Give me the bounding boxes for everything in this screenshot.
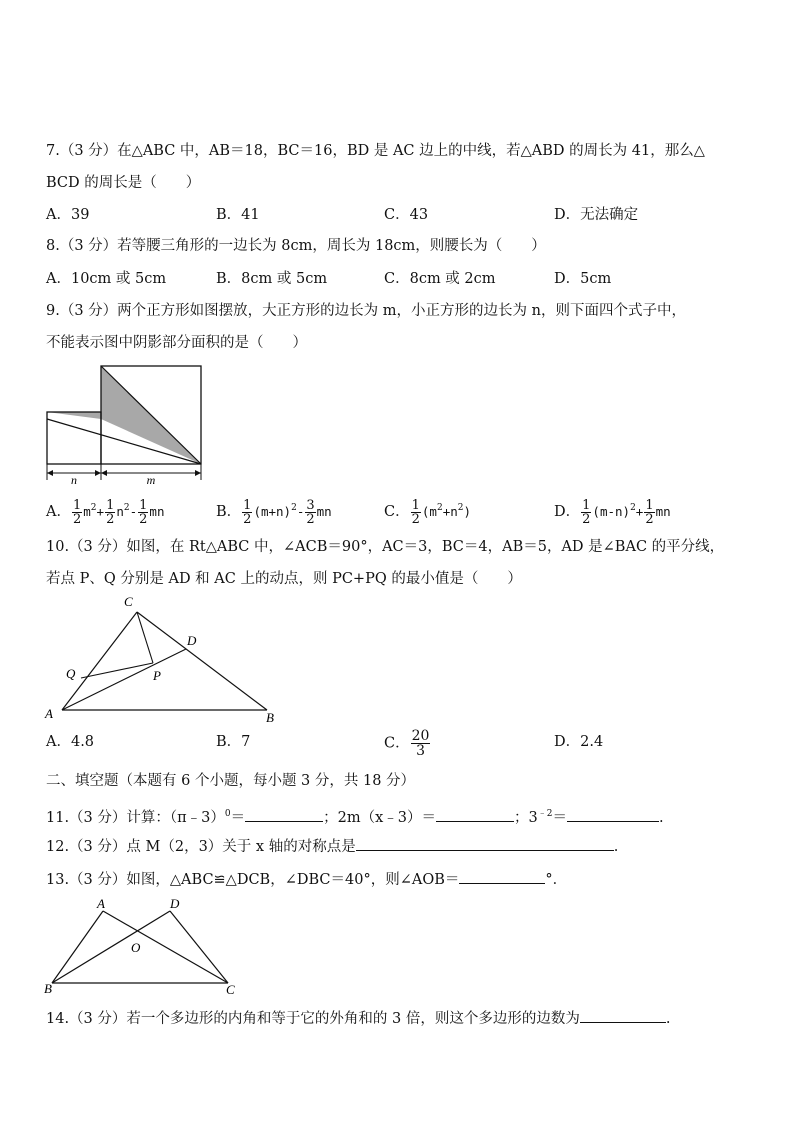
q10-label-q: Q xyxy=(66,666,76,681)
q10-options xyxy=(46,729,756,757)
q9-a-frac3: $\frac{1}{2}$ xyxy=(139,497,148,527)
q13-label-o: O xyxy=(131,940,141,955)
q13-side-ba xyxy=(52,911,103,983)
q8-options xyxy=(46,268,756,290)
q10-label-c: C xyxy=(124,594,133,609)
q10-option-b[interactable]: B．7 xyxy=(216,734,251,750)
q13-side-bd xyxy=(52,911,170,983)
q13-label-d: D xyxy=(170,896,180,911)
q14-line: 14.（3 分）若一个多边形的内角和等于它的外角和的 3 倍，则这个多边形的边数为 . xyxy=(46,1008,670,1029)
q9-a-frac2: $\frac{1}{2}$ xyxy=(106,497,115,527)
q10-side-cb xyxy=(137,612,267,710)
q10-line2: 若点 P、Q 分别是 AD 和 AC 上的动点，则 PC+PQ 的最小值是（ ） xyxy=(46,571,522,587)
q9-arrow-icon xyxy=(195,470,201,476)
q13-label-b: B xyxy=(44,981,52,996)
q8-option-d[interactable]: D．5cm xyxy=(554,271,612,287)
q13-line: 13.（3 分）如图，△ABC≌△DCB，∠DBC＝40°，则∠AOB＝ °． xyxy=(46,869,567,890)
q9-options xyxy=(46,497,756,525)
q9-label-m: m xyxy=(146,473,156,487)
q7-options xyxy=(46,204,756,226)
q13-label-c: C xyxy=(226,982,235,997)
q10-bisector-ad xyxy=(62,649,186,710)
q9-shaded-region-left xyxy=(47,412,101,419)
q9-arrow-icon xyxy=(47,470,53,476)
q9-option-d[interactable]: D． $\frac{1}{2}$ $(m-n)^2+$ $\frac{1}{2}$ mn xyxy=(554,497,671,527)
q11-line: 11.（3 分）计算：（π﹣3）$^0$＝ ；2m（x﹣3）＝ ；$3^{﹣2}=$ . xyxy=(46,809,664,826)
q10-label-a: A xyxy=(45,706,53,721)
q10-label-b: B xyxy=(266,710,274,725)
q9-option-a-prefix: A． xyxy=(46,504,71,520)
q10-option-a[interactable]: A．4.8 xyxy=(46,734,95,750)
q7-option-d[interactable]: D．无法确定 xyxy=(554,207,639,223)
q9-line2: 不能表示图中阴影部分面积的是（ ） xyxy=(46,335,307,351)
q10-side-ca xyxy=(62,612,137,710)
q12-blank[interactable] xyxy=(356,836,614,851)
q7-option-c[interactable]: C．43 xyxy=(384,207,429,223)
q8-option-b[interactable]: B．8cm 或 5cm xyxy=(216,271,328,287)
q9-small-square xyxy=(47,412,101,464)
q9-option-a[interactable]: A． $\frac{1}{2}$ $m^2+$ $\frac{1}{2}$ $n^2-$ $\frac{1}{2}$ mn xyxy=(46,497,165,527)
q13-blank[interactable] xyxy=(459,869,545,884)
q10-segment-cp xyxy=(137,612,153,663)
q9-squares-figure xyxy=(40,360,210,488)
q9-arrow-icon xyxy=(101,470,107,476)
q9-arrow-icon xyxy=(95,470,101,476)
q12-line: 12.（3 分）点 M（2，3）关于 x 轴的对称点是 . xyxy=(46,836,618,857)
q9-line1: 9.（3 分）两个正方形如图摆放，大正方形的边长为 m，小正方形的边长为 n，则下面四个式子中， xyxy=(46,303,686,319)
q10-label-d: D xyxy=(187,633,197,648)
q10-c-frac: $\frac{20}{3}$ xyxy=(411,728,430,759)
q13-side-dc xyxy=(170,911,228,983)
q9-d-frac2: $\frac{1}{2}$ xyxy=(645,497,654,527)
q7-line1: 7.（3 分）在△ABC 中，AB＝18，BC＝16，BD 是 AC 边上的中线，若△ABD 的周长为 41，那么△ xyxy=(46,143,705,159)
q8-option-c[interactable]: C．8cm 或 2cm xyxy=(384,271,496,287)
q9-a-frac1: $\frac{1}{2}$ xyxy=(72,497,82,527)
q14-blank[interactable] xyxy=(580,1008,666,1023)
q9-b-frac1: $\frac{1}{2}$ xyxy=(243,497,252,527)
q13-side-ac xyxy=(103,911,228,983)
q7-line2: BCD 的周长是（ ） xyxy=(46,175,201,191)
q10-label-p: P xyxy=(153,668,161,683)
q10-option-c[interactable]: C． $\frac{20}{3}$ xyxy=(384,728,430,759)
q9-option-b[interactable]: B． $\frac{1}{2}$ $(m+n)^2-$ $\frac{3}{2}$ mn xyxy=(216,497,332,527)
q9-d-frac1: $\frac{1}{2}$ xyxy=(582,497,591,527)
q10-triangle-figure xyxy=(40,592,290,727)
q8-line1: 8.（3 分）若等腰三角形的一边长为 8cm，周长为 18cm，则腰长为（ ） xyxy=(46,238,546,254)
q9-b-frac2: $\frac{3}{2}$ xyxy=(306,497,315,527)
q13-label-a: A xyxy=(97,896,105,911)
q10-line1: 10.（3 分）如图，在 Rt△ABC 中，∠ACB＝90°，AC＝3，BC＝4，AB＝5，AD 是∠BAC 的平分线， xyxy=(46,539,725,555)
q7-option-a[interactable]: A．39 xyxy=(46,207,90,223)
q13-triangles-figure xyxy=(40,895,250,1000)
q7-option-b[interactable]: B．41 xyxy=(216,207,260,223)
q9-label-n: n xyxy=(71,473,77,487)
q9-option-c[interactable]: C． $\frac{1}{2}$ $(m^2+n^2)$ xyxy=(384,497,472,527)
q11-blank-2[interactable] xyxy=(436,807,514,822)
q11-blank-1[interactable] xyxy=(245,807,323,822)
section-2-heading: 二、填空题（本题有 6 个小题，每小题 3 分，共 18 分） xyxy=(46,773,416,789)
q10-option-d[interactable]: D．2.4 xyxy=(554,734,604,750)
q9-c-frac: $\frac{1}{2}$ xyxy=(411,497,420,527)
q8-option-a[interactable]: A．10cm 或 5cm xyxy=(46,271,167,287)
q11-blank-3[interactable] xyxy=(567,807,659,822)
